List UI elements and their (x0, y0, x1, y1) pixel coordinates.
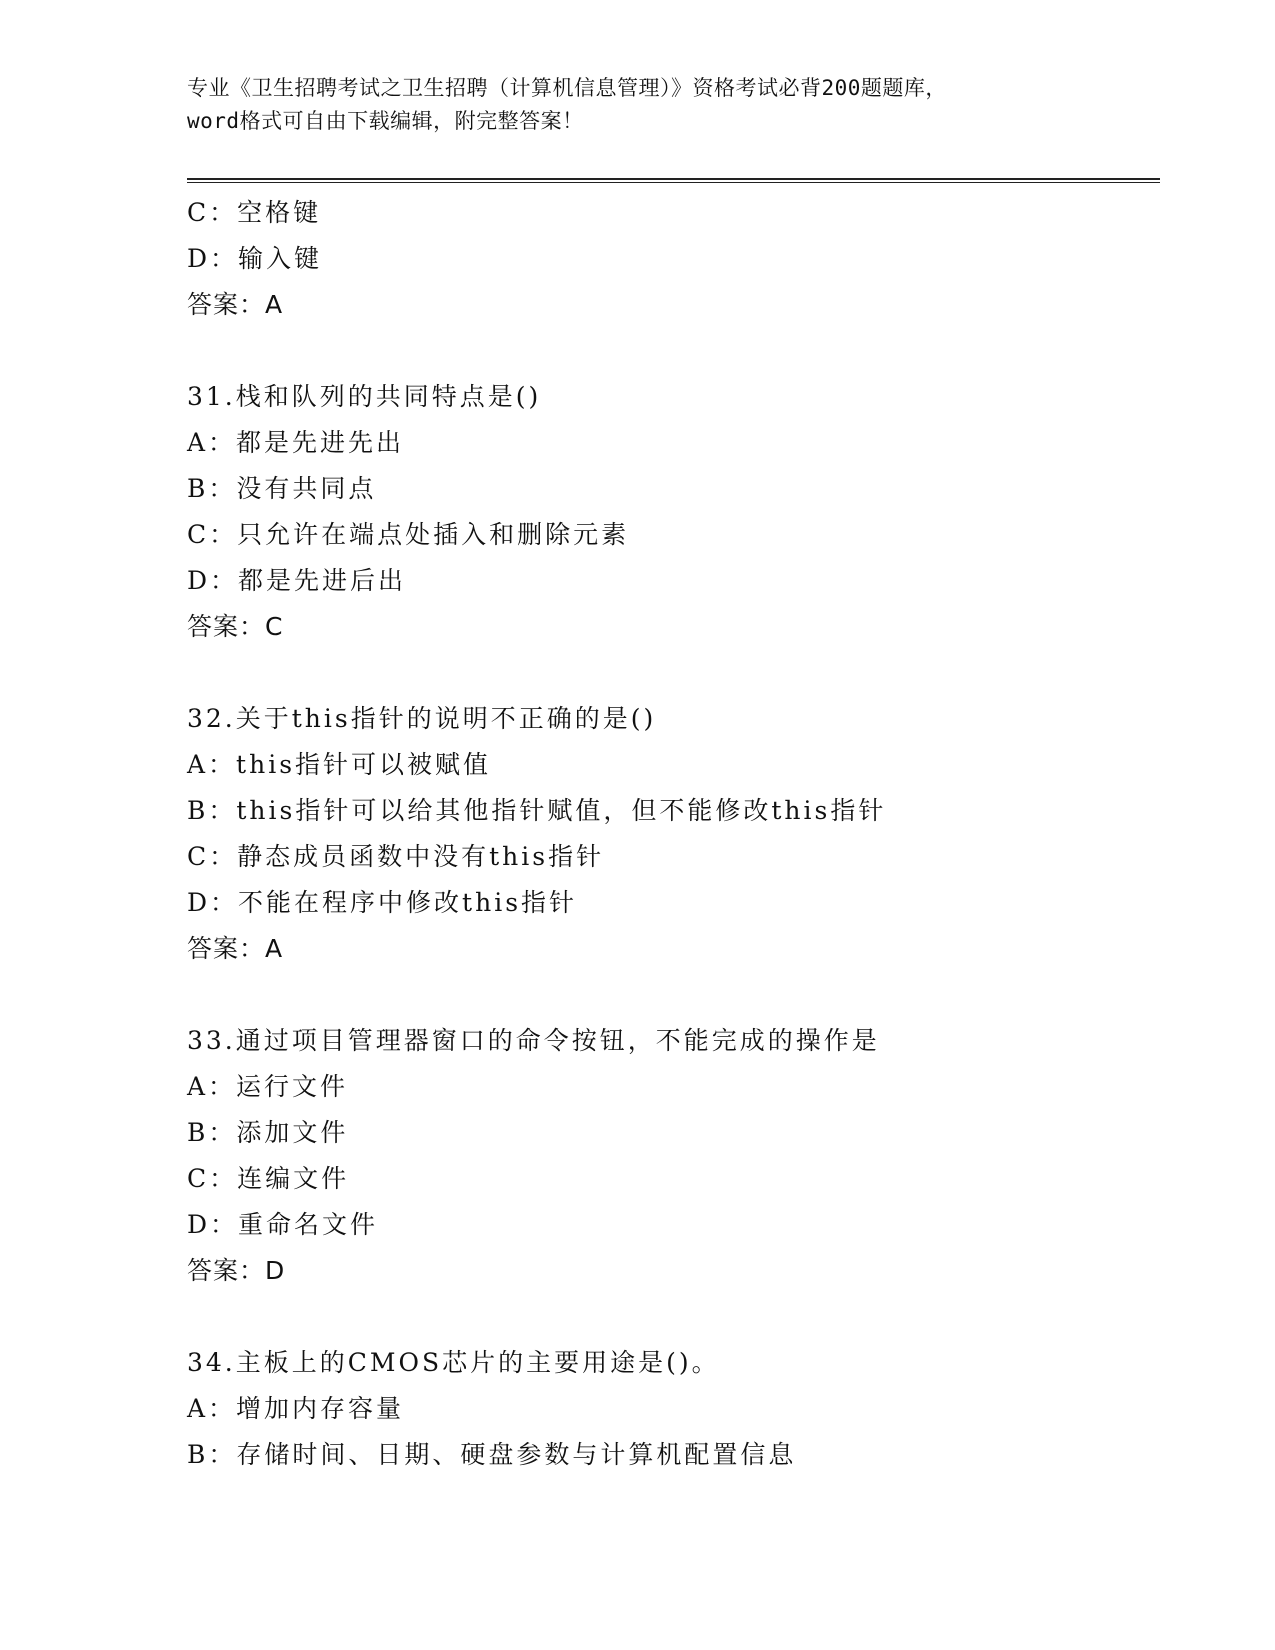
question-34 (187, 1340, 1160, 1478)
question-stem: 34.主板上的CMOS芯片的主要用途是()。 (187, 1348, 720, 1377)
option-b: B：this指针可以给其他指针赋值，但不能修改this指针 (187, 796, 887, 825)
spacer (187, 972, 1160, 1018)
option-c: C：空格键 (187, 198, 322, 227)
option-a: A：增加内存容量 (187, 1394, 405, 1423)
option-d: D：输入键 (187, 244, 323, 273)
header-title-line-1: 专业《卫生招聘考试之卫生招聘（计算机信息管理）》资格考试必背200题题库， (187, 76, 947, 100)
question-stem: 31.栈和队列的共同特点是() (187, 382, 542, 411)
question-stem: 33.通过项目管理器窗口的命令按钮，不能完成的操作是 (187, 1026, 880, 1055)
option-a: A：都是先进先出 (187, 428, 405, 457)
answer-line: 答案：A (187, 290, 284, 319)
answer-line: 答案：C (187, 612, 284, 641)
document-header (187, 72, 1107, 138)
option-d: D：都是先进后出 (187, 566, 407, 595)
option-a: A：this指针可以被赋值 (187, 750, 492, 779)
option-d: D：不能在程序中修改this指针 (187, 888, 578, 917)
spacer (187, 650, 1160, 696)
spacer (187, 328, 1160, 374)
answer-line: 答案：A (187, 934, 284, 963)
question-31 (187, 374, 1160, 650)
question-32 (187, 696, 1160, 972)
header-divider (187, 178, 1160, 183)
option-b: B：没有共同点 (187, 474, 377, 503)
spacer (187, 1294, 1160, 1340)
option-c: C：静态成员函数中没有this指针 (187, 842, 605, 871)
question-list (187, 190, 1160, 1478)
option-b: B：存储时间、日期、硬盘参数与计算机配置信息 (187, 1440, 797, 1469)
header-title-line-2: word格式可自由下载编辑，附完整答案！ (187, 109, 584, 133)
question-33 (187, 1018, 1160, 1294)
option-b: B：添加文件 (187, 1118, 349, 1147)
option-c: C：连编文件 (187, 1164, 350, 1193)
option-c: C：只允许在端点处插入和删除元素 (187, 520, 630, 549)
previous-question-tail (187, 190, 1160, 328)
option-a: A：运行文件 (187, 1072, 349, 1101)
question-stem: 32.关于this指针的说明不正确的是() (187, 704, 657, 733)
option-d: D：重命名文件 (187, 1210, 379, 1239)
answer-line: 答案：D (187, 1256, 286, 1285)
